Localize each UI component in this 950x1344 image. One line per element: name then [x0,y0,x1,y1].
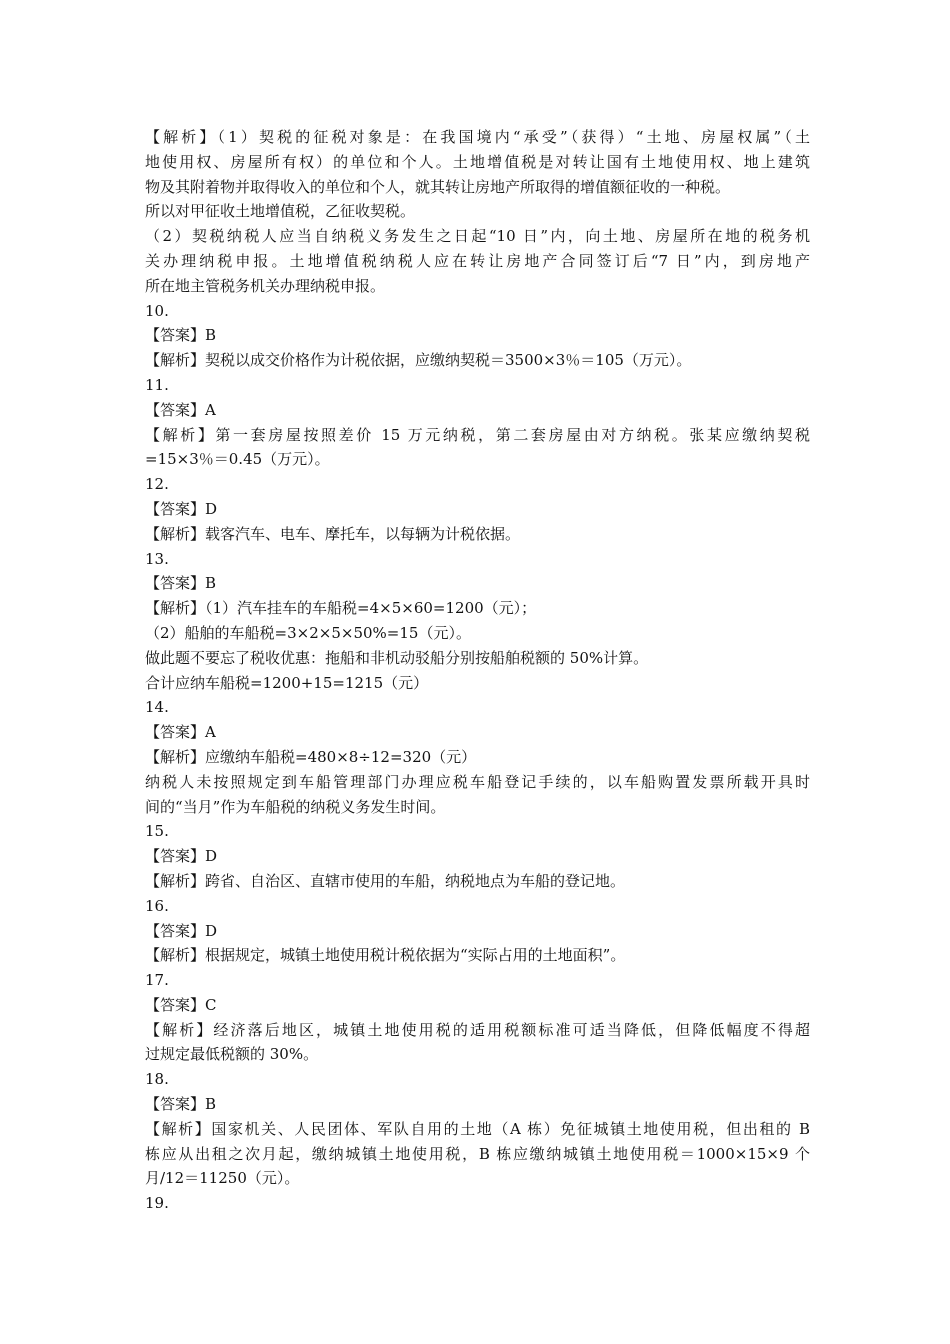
analysis-line: 【解析】国家机关、人民团体、军队自用的土地（A 栋）免征城镇土地使用税，但出租的 B [145,1119,810,1138]
text-line: 月/12＝11250（元）。 [145,1169,300,1188]
answer-line: 【答案】D [145,499,218,518]
answer-line: 【答案】D [145,847,218,866]
text-line: 间的“当月”作为车船税的纳税义务发生时间。 [145,797,446,816]
question-number: 15. [145,822,169,841]
analysis-line: 【解析】（1）汽车挂车的车船税=4×5×60=1200（元）； [145,599,537,618]
text-line: 所在地主管税务机关办理纳税申报。 [145,276,386,295]
text-line: 物及其附着物并取得收入的单位和个人，就其转让房地产所取得的增值额征收的一种税。 [145,177,731,196]
text-line: 关办理纳税申报。土地增值税纳税人应在转让房地产合同签订后“7 日”内，到房地产 [145,251,810,270]
question-number: 13. [145,549,169,568]
text-line: 栋应从出租之次月起，缴纳城镇土地使用税，B 栋应缴纳城镇土地使用税＝1000×15×9 个 [145,1144,810,1163]
question-number: 16. [145,896,169,915]
question-number: 10. [145,301,169,320]
analysis-line: 【解析】契税以成交价格作为计税依据，应缴纳契税＝3500×3％＝105（万元）。 [145,351,692,370]
analysis-line: 【解析】经济落后地区，城镇土地使用税的适用税额标准可适当降低，但降低幅度不得超 [145,1020,810,1039]
text-line: 做此题不要忘了税收优惠：拖船和非机动驳船分别按船舶税额的 50%计算。 [145,648,649,667]
text-line: 纳税人未按照规定到车船管理部门办理应税车船登记手续的，以车船购置发票所载开具时 [145,772,810,791]
text-line: 合计应纳车船税=1200+15=1215（元） [145,673,429,692]
answer-line: 【答案】D [145,921,218,940]
answer-line: 【答案】A [145,400,216,419]
text-line: 【解析】（1）契税的征税对象是：在我国境内“承受”（获得）“土地、房屋权属”（土 [145,128,810,146]
analysis-line: 【解析】应缴纳车船税=480×8÷12=320（元） [145,747,477,766]
answer-line: 【答案】A [145,723,216,742]
text-line: 过规定最低税额的 30%。 [145,1045,319,1064]
text-line: 所以对甲征收土地增值税，乙征收契税。 [145,202,416,221]
question-number: 12. [145,475,169,494]
analysis-line: 【解析】第一套房屋按照差价 15 万元纳税，第二套房屋由对方纳税。张某应缴纳契税 [145,425,810,444]
question-number: 11. [145,375,169,394]
question-number: 18. [145,1070,169,1089]
answer-line: 【答案】B [145,326,217,345]
analysis-line: 【解析】跨省、自治区、直辖市使用的车船，纳税地点为车船的登记地。 [145,871,626,890]
text-line: 地使用权、房屋所有权）的单位和个人。土地增值税是对转让国有土地使用权、地上建筑 [145,152,810,171]
analysis-line: 【解析】根据规定，城镇土地使用税计税依据为“实际占用的土地面积”。 [145,946,626,965]
answer-analysis-text [145,125,810,1216]
question-number: 17. [145,971,169,990]
question-number: 19. [145,1194,169,1213]
analysis-line: 【解析】载客汽车、电车、摩托车，以每辆为计税依据。 [145,524,521,543]
answer-line: 【答案】C [145,995,217,1014]
text-line: =15×3％＝0.45（万元）。 [145,450,330,469]
text-line: （2）船舶的车船税=3×2×5×50%=15（元）。 [145,623,471,642]
text-line: （2）契税纳税人应当自纳税义务发生之日起“10 日”内，向土地、房屋所在地的税务机 [145,227,810,246]
answer-line: 【答案】B [145,1095,217,1114]
question-number: 14. [145,698,169,717]
answer-line: 【答案】B [145,574,217,593]
